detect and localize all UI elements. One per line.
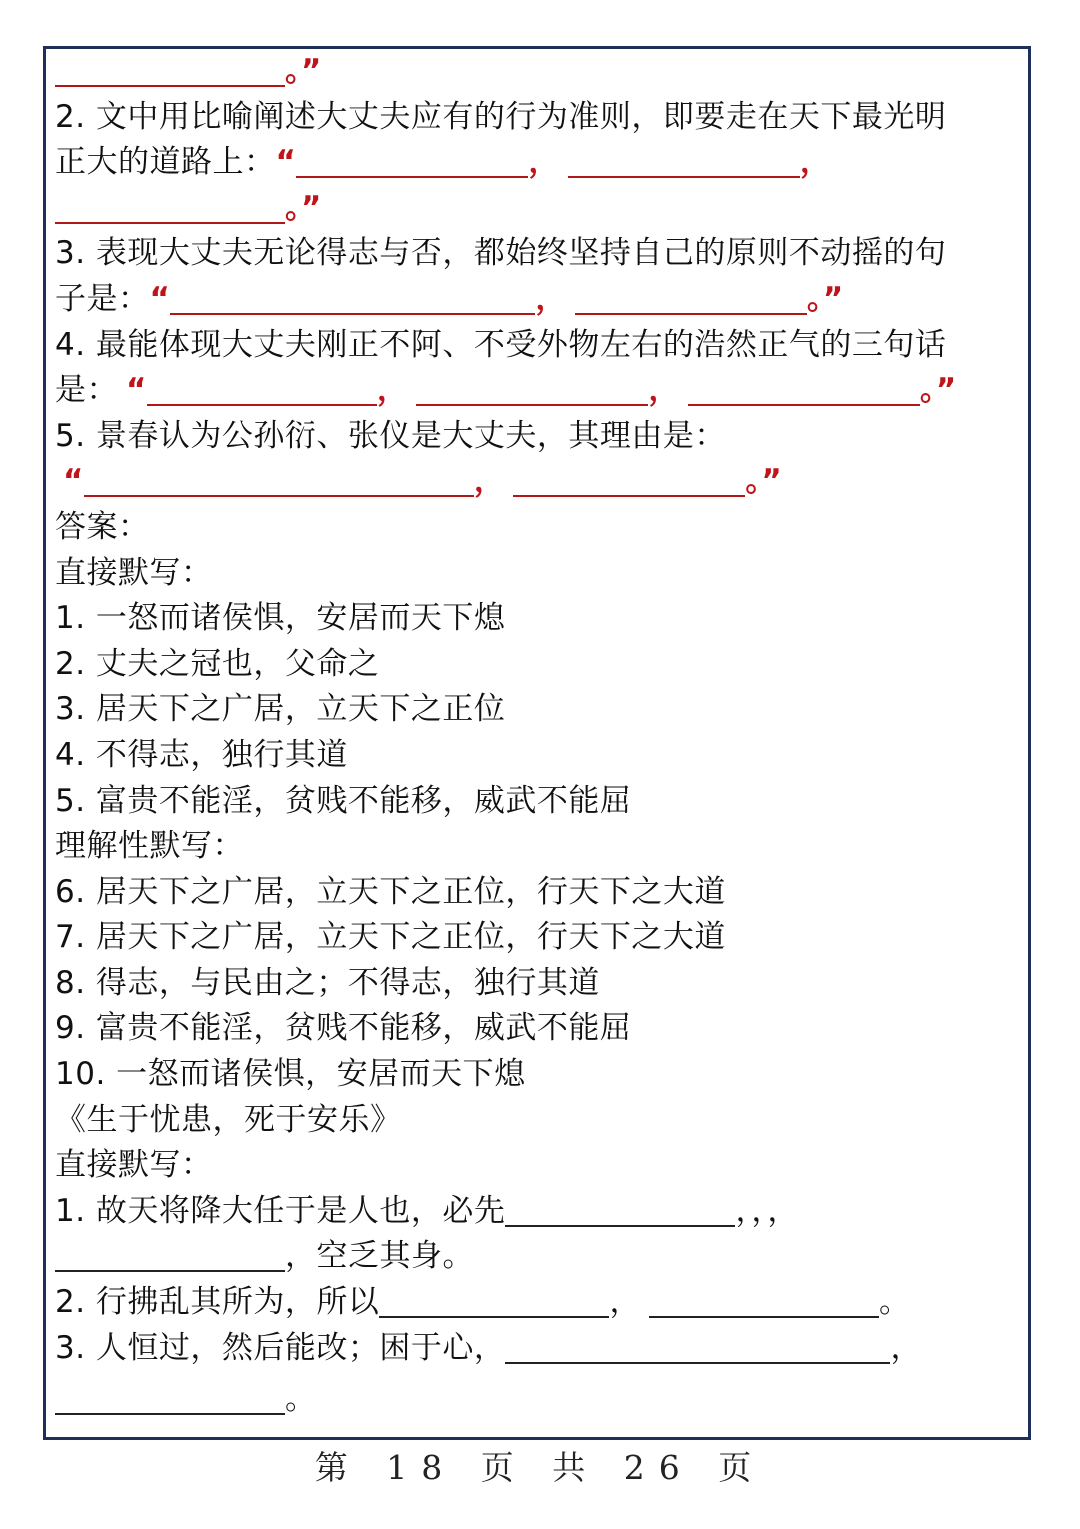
comma: ， xyxy=(609,1284,641,1321)
s2-question-3-line-1 xyxy=(55,1326,1024,1372)
closing-quote: 。” xyxy=(919,372,957,409)
answer-blank[interactable] xyxy=(568,146,800,178)
answer-item: 2. 丈夫之冠也，父命之 xyxy=(55,645,380,682)
answer-item: 9. 富贵不能淫，贫贱不能移，威武不能屈 xyxy=(55,1010,632,1047)
answer-blank[interactable] xyxy=(575,283,807,315)
answer-item: 6. 居天下之广居，立天下之正位，行天下之大道 xyxy=(55,873,726,910)
answer-item: 3. 居天下之广居，立天下之正位 xyxy=(55,691,506,728)
question-2-line-1: 2. 文中用比喻阐述大丈夫应有的行为准则，即要走在天下最光明 xyxy=(55,98,947,135)
answer-blank[interactable] xyxy=(416,374,648,406)
answer-blank[interactable] xyxy=(379,1286,609,1318)
question-text: 子是： xyxy=(55,280,150,317)
answer-blank[interactable] xyxy=(147,374,377,406)
comma: ， xyxy=(648,372,680,409)
s2-question-2 xyxy=(55,1280,1024,1326)
question-text: 3. 人恒过，然后能改；困于心， xyxy=(55,1329,506,1366)
open-quote: “ xyxy=(126,372,147,409)
open-quote: “ xyxy=(149,280,171,317)
open-quote: “ xyxy=(63,463,84,500)
comma: ， xyxy=(473,463,506,500)
question-text: 是： xyxy=(55,372,118,409)
answer-blank[interactable] xyxy=(55,192,285,224)
answer-blank[interactable] xyxy=(55,1240,285,1272)
answer-blank[interactable] xyxy=(513,465,745,497)
answer-blank[interactable] xyxy=(55,55,285,87)
answer-blank[interactable] xyxy=(505,1332,890,1364)
open-quote: “ xyxy=(275,144,297,181)
question-5-line-1: 5. 景春认为公孙衍、张仪是大丈夫，其理由是： xyxy=(55,417,726,454)
comma: ， xyxy=(799,144,832,181)
question-2-line-3 xyxy=(55,186,1024,232)
question-3-line-2 xyxy=(55,277,1024,323)
footer-page-number: 18 xyxy=(386,1448,457,1487)
direct-heading: 直接默写： xyxy=(55,554,213,591)
closing-quote: 。” xyxy=(745,463,783,500)
period: 。 xyxy=(878,1284,911,1321)
section-direct-heading: 直接默写： xyxy=(55,1147,213,1184)
answer-item: 7. 居天下之广居，立天下之正位，行天下之大道 xyxy=(55,919,726,956)
answer-item: 4. 不得志，独行其道 xyxy=(55,736,348,773)
comma: ， xyxy=(535,280,567,317)
closing-quote: 。” xyxy=(285,53,322,89)
answer-blank[interactable] xyxy=(84,465,474,497)
understanding-heading: 理解性默写： xyxy=(55,828,244,865)
page-footer xyxy=(0,1442,1080,1489)
q1-tail-line xyxy=(55,49,1024,95)
question-4-line-1: 4. 最能体现大丈夫刚正不阿、不受外物左右的浩然正气的三句话 xyxy=(55,326,947,363)
page-frame xyxy=(43,46,1031,1440)
closing-quote: 。” xyxy=(285,189,322,226)
question-2-line-2 xyxy=(55,140,1024,186)
answers-heading: 答案： xyxy=(55,508,150,545)
period: 。 xyxy=(285,1381,317,1418)
answer-blank[interactable] xyxy=(55,1383,285,1415)
answer-blank[interactable] xyxy=(688,374,920,406)
question-text: 正大的道路上： xyxy=(55,144,276,181)
s2-question-3-line-2 xyxy=(55,1377,1024,1423)
comma: ， xyxy=(528,144,560,181)
question-text: 1. 故天将降大任于是人也，必先 xyxy=(55,1192,506,1229)
comma: ， xyxy=(376,372,409,409)
question-text: 2. 行拂乱其所为，所以 xyxy=(55,1284,380,1321)
question-text: ，空乏其身。 xyxy=(285,1238,474,1275)
answer-item: 10. 一怒而诸侯惧，安居而天下熄 xyxy=(55,1056,526,1093)
footer-total-pages: 26 xyxy=(623,1448,694,1487)
footer-ye: 页 xyxy=(480,1448,528,1487)
answer-item: 1. 一怒而诸侯惧，安居而天下熄 xyxy=(55,600,506,637)
answer-item: 5. 富贵不能淫，贫贱不能移，威武不能屈 xyxy=(55,782,632,819)
footer-di: 第 xyxy=(314,1448,362,1487)
answer-blank[interactable] xyxy=(505,1195,735,1227)
commas: ，，， xyxy=(735,1192,799,1229)
question-5-line-2 xyxy=(55,459,1024,505)
closing-quote: 。” xyxy=(806,280,844,317)
s2-question-1-line-1 xyxy=(55,1189,1024,1235)
answer-blank[interactable] xyxy=(296,146,528,178)
footer-ye2: 页 xyxy=(718,1448,766,1487)
s2-question-1-line-2 xyxy=(55,1234,1024,1280)
answer-blank[interactable] xyxy=(649,1286,879,1318)
page-content xyxy=(55,49,1024,1423)
answer-blank[interactable] xyxy=(170,283,535,315)
comma: ， xyxy=(890,1329,922,1366)
answer-item: 8. 得志，与民由之；不得志，独行其道 xyxy=(55,964,600,1001)
section-title: 《生于忧患，死于安乐》 xyxy=(55,1101,402,1138)
footer-gong: 共 xyxy=(552,1448,600,1487)
question-4-line-2 xyxy=(55,368,1024,414)
question-3-line-1: 3. 表现大丈夫无论得志与否，都始终坚持自己的原则不动摇的句 xyxy=(55,235,947,272)
